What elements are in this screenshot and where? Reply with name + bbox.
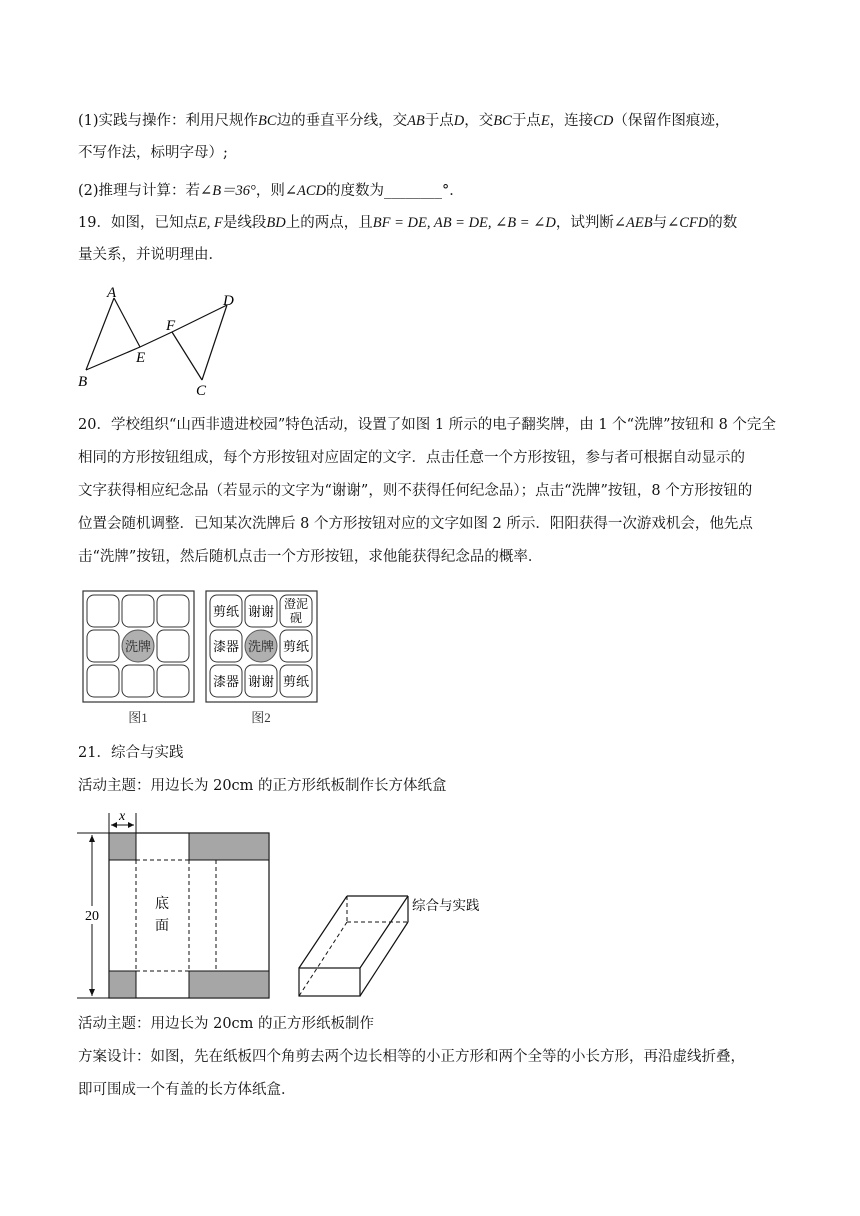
cell-text: 澄泥 <box>283 597 309 611</box>
text: （保留作图痕迹， <box>613 113 730 129</box>
q21-theme-repeat: 活动主题：用边长为 20cm 的正方形纸板制作 <box>78 1016 375 1032</box>
q20-line5: 击“洗牌”按钮，然后随机点击一个方形按钮，求他能获得纪念品的概率． <box>78 549 543 565</box>
label-a: A <box>107 285 117 301</box>
cell-text: 谢谢 <box>247 605 275 620</box>
line-f-c <box>172 332 202 380</box>
shuffle-label: 洗牌 <box>247 640 275 655</box>
text: ，交 <box>464 113 494 129</box>
text: 与 <box>652 215 668 231</box>
var-e: E <box>540 113 550 129</box>
q20-line3: 文字获得相应纪念品（若显示的文字为“谢谢”，则不获得任何纪念品）；点击“洗牌”按钮，8 个方形按钮的 <box>78 483 753 499</box>
var-ef: E, F <box>197 215 223 231</box>
box-label: 综合与实践 <box>412 898 480 914</box>
line-d-c <box>202 305 227 380</box>
text: 是线段 <box>222 215 267 231</box>
cut-rect <box>189 833 269 860</box>
cut-corner <box>109 971 136 998</box>
q21-theme: 活动主题：用边长为 20cm 的正方形纸板制作长方体纸盒 <box>78 778 447 794</box>
q21-box-figure <box>295 885 495 1005</box>
q18-part1-line2: 不写作法，标明字母）; <box>78 145 228 161</box>
angle-cfd: ∠CFD <box>667 215 709 231</box>
var-bc: BC <box>493 113 512 129</box>
label-e: E <box>136 350 146 366</box>
shuffle-label: 洗牌 <box>124 640 152 655</box>
text: 上的两点，且 <box>285 215 373 231</box>
angle-aeb: ∠AEB <box>613 215 653 231</box>
cell-text: 谢谢 <box>247 675 275 690</box>
cell-text: 剪纸 <box>282 640 310 655</box>
label-x: x <box>119 809 126 824</box>
var-ab: AB <box>407 113 425 129</box>
q20-figure2 <box>205 590 320 730</box>
label-20: 20 <box>85 909 99 924</box>
cut-rect <box>189 971 269 998</box>
cell-text: 漆器 <box>212 640 240 655</box>
label-f: F <box>166 318 176 334</box>
text: 19．如图，已知点 <box>78 215 198 231</box>
q18-part2 <box>78 180 464 202</box>
text: ，连接 <box>549 113 594 129</box>
q21-design-line2: 即可围成一个有盖的长方体纸盒． <box>78 1082 296 1098</box>
q21-net-figure <box>72 808 272 1003</box>
label-d: D <box>223 293 234 309</box>
var-d: D <box>453 113 465 129</box>
cell-text: 砚 <box>289 611 303 625</box>
q19-figure <box>72 280 252 400</box>
text: 的数 <box>708 215 738 231</box>
q20-line4: 位置会随机调整．已知某次洗牌后 8 个方形按钮对应的文字如图 2 所示．阳阳获得一次游戏机会，他先点 <box>78 516 753 532</box>
var-cd: CD <box>593 113 614 129</box>
fig2-caption: 图2 <box>251 710 271 725</box>
line-a-b <box>86 298 114 370</box>
cell-text: 漆器 <box>212 675 240 690</box>
label-bottom: 底 <box>155 896 169 912</box>
text: 边的垂直平分线，交 <box>276 113 408 129</box>
text: ，则 <box>255 183 285 199</box>
text: (2)推理与计算：若 <box>78 183 201 199</box>
cut-corner <box>109 833 136 860</box>
var-bc: BC <box>258 113 277 129</box>
line-a-e <box>114 298 140 347</box>
q21-title: 21．综合与实践 <box>78 745 184 761</box>
var-bd: BD <box>266 215 286 231</box>
label-face: 面 <box>155 918 169 934</box>
angle-acd: ∠ACD <box>284 183 327 199</box>
q20-line1: 20．学校组织“山西非遗进校园”特色活动，设置了如图 1 所示的电子翻奖牌，由 1 个“洗牌”按钮和 8 个完全 <box>78 417 776 433</box>
condition: BF = DE, AB = DE, ∠B = ∠D <box>372 215 556 231</box>
fig1-caption: 图1 <box>128 710 148 725</box>
q20-figure1 <box>82 590 197 730</box>
text: (1)实践与操作：利用尺规作 <box>78 113 259 129</box>
q21-design-line1: 方案设计：如图，先在纸板四个角剪去两个边长相等的小正方形和两个全等的小长方形，再沿虚线折叠， <box>78 1049 745 1065</box>
q19-line2: 量关系，并说明理由． <box>78 247 223 263</box>
text: 于点 <box>424 113 454 129</box>
text: 于点 <box>511 113 541 129</box>
cell-text: 剪纸 <box>212 605 240 620</box>
cell-text: 剪纸 <box>282 675 310 690</box>
q20-line2: 相同的方形按钮组成，每个方形按钮对应固定的文字．点击任意一个方形按钮，参与者可根据自动显示的 <box>78 450 745 466</box>
q19-line1 <box>78 212 737 234</box>
angle-b: ∠B＝36° <box>200 183 256 199</box>
text: ，试判断 <box>555 215 614 231</box>
label-b: B <box>78 374 88 390</box>
label-c: C <box>196 383 207 399</box>
q18-part1-line1 <box>78 110 729 132</box>
text: 的度数为________°． <box>326 183 464 199</box>
